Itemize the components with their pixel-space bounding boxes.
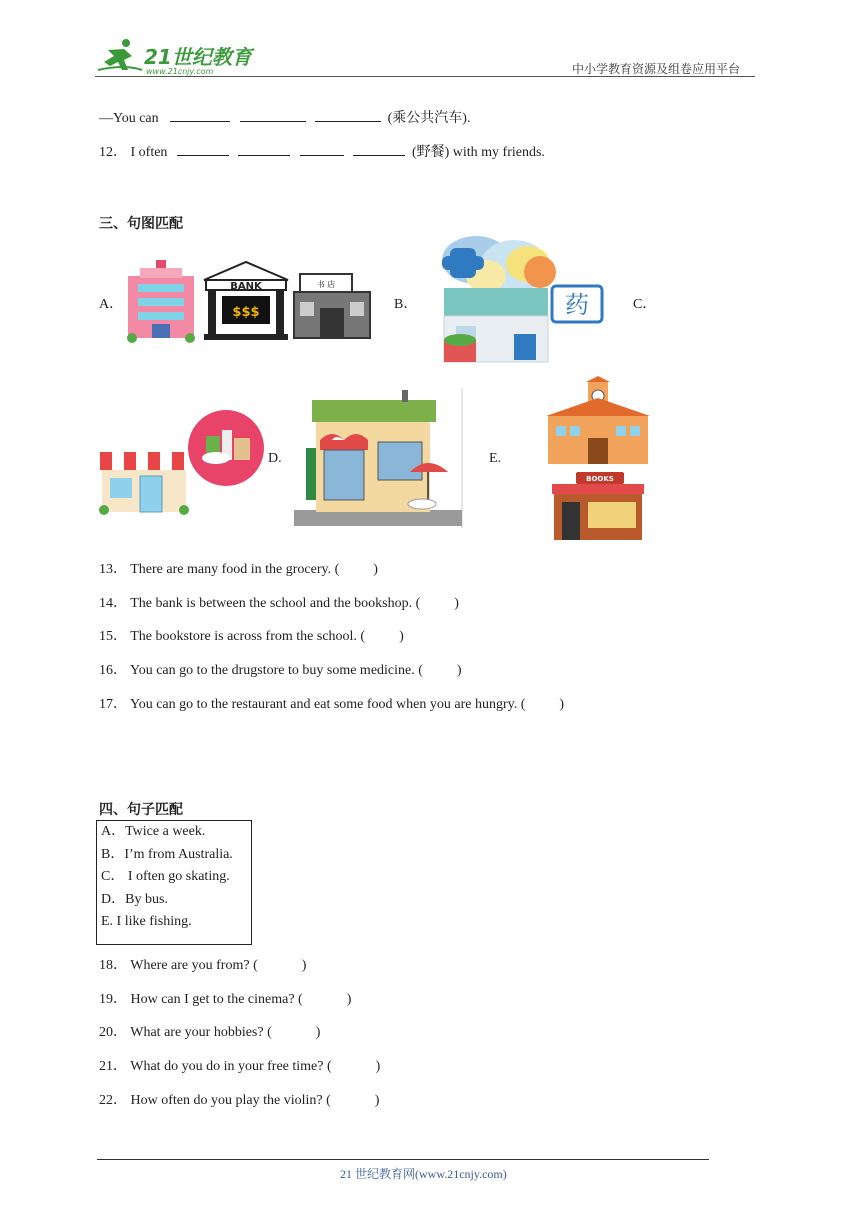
- option-item: C． I often go skating.: [101, 869, 230, 884]
- bookstore-sign-text: 书 店: [316, 280, 336, 289]
- question-17: [99, 693, 564, 713]
- section-4-title: 四、句子匹配: [99, 802, 183, 818]
- picture-d-restaurant: [292, 388, 464, 528]
- close-paren: ): [346, 992, 352, 1007]
- drugstore-sign-text: 药: [565, 291, 589, 319]
- question-15: [99, 625, 404, 645]
- close-paren: ): [375, 1059, 381, 1074]
- runner-logo-icon: [94, 36, 264, 80]
- close-paren: ): [559, 697, 565, 712]
- question-number: 18．: [99, 958, 127, 973]
- question-text: You can go to the drugstore to buy some medicine. (: [129, 663, 423, 678]
- close-paren: ): [399, 629, 404, 644]
- close-paren: ): [454, 596, 459, 611]
- question-number: 20．: [99, 1025, 127, 1040]
- picture-c-grocery: [98, 408, 268, 516]
- question-text: What are your hobbies? (: [130, 1025, 272, 1040]
- question-number: 19．: [99, 992, 127, 1007]
- q12-hint: (野餐) with my friends.: [411, 145, 545, 160]
- footer-text[interactable]: 21 世纪教育网(www.21cnjy.com): [340, 1167, 507, 1181]
- option-item: E. I like fishing.: [101, 914, 192, 929]
- picture-a-buildings: [124, 258, 374, 344]
- close-paren: ): [374, 1093, 380, 1108]
- question-13: [99, 558, 378, 578]
- answer-blank[interactable]: [177, 143, 229, 156]
- pink-building-icon: [127, 260, 195, 343]
- question-text: The bank is between the school and the bookshop. (: [130, 596, 421, 611]
- option-item: A．Twice a week.: [101, 824, 206, 839]
- question-number: 16．: [99, 663, 127, 678]
- close-paren: ): [373, 562, 378, 577]
- bookshop-building-icon: [552, 472, 644, 540]
- question-22: [99, 1089, 379, 1109]
- header-divider: [95, 76, 755, 77]
- question-12: [99, 141, 545, 161]
- question-text: What do you do in your free time? (: [130, 1059, 332, 1074]
- question-number: 14．: [99, 596, 127, 611]
- question-19: [99, 988, 351, 1008]
- answer-blank[interactable]: [300, 143, 344, 156]
- close-paren: ): [301, 958, 307, 973]
- picture-b-drugstore: [436, 236, 606, 366]
- logo-text: 21世纪教育: [144, 45, 252, 69]
- question-text: You can go to the restaurant and eat some food when you are hungry. (: [129, 697, 526, 712]
- question-number: 17．: [99, 697, 127, 712]
- q11-hint: (乘公共汽车).: [387, 111, 471, 126]
- picture-label-a: A．: [99, 297, 124, 312]
- question-text: The bookstore is across from the school. (: [130, 629, 366, 644]
- q12-prefix: I often: [130, 145, 168, 160]
- question-14: [99, 592, 459, 612]
- header-platform-text: 中小学教育资源及组卷应用平台: [572, 62, 741, 76]
- answer-blank[interactable]: [353, 143, 405, 156]
- question-text: Where are you from? (: [130, 958, 258, 973]
- picture-e-school-bookshop: [544, 376, 652, 544]
- logo-sub: www.21cnjy.com: [146, 67, 214, 76]
- question-text: There are many food in the grocery. (: [130, 562, 340, 577]
- option-item: B．I’m from Australia.: [101, 846, 233, 862]
- options-box: [96, 820, 252, 945]
- bank-building-icon: [204, 262, 288, 340]
- question-number: 13．: [99, 562, 127, 577]
- bookstore-building-icon: [294, 274, 370, 338]
- books-sign-text: BOOKS: [586, 475, 614, 483]
- footer-divider: [97, 1159, 709, 1160]
- answer-blank[interactable]: [238, 143, 290, 156]
- bank-sign-text: BANK: [230, 281, 262, 292]
- question-number: 21．: [99, 1059, 127, 1074]
- section-3-title: 三、句图匹配: [99, 216, 183, 232]
- school-building-icon: [546, 376, 650, 464]
- question-18: [99, 954, 306, 974]
- picture-label-e: E.: [489, 451, 502, 466]
- question-16: [99, 659, 462, 679]
- site-logo: [94, 36, 264, 80]
- answer-blank[interactable]: [170, 109, 230, 122]
- close-paren: ): [456, 663, 462, 678]
- picture-label-c: C．: [633, 297, 657, 312]
- question-number: 15．: [99, 629, 127, 644]
- picture-label-b: B．: [394, 297, 418, 312]
- bank-money-text: $$$: [232, 305, 260, 320]
- question-number: 22．: [99, 1093, 127, 1108]
- answer-blank[interactable]: [240, 109, 306, 122]
- option-item: D．By bus.: [101, 891, 168, 907]
- question-21: [99, 1055, 380, 1075]
- q11-prefix: —You can: [99, 111, 159, 126]
- question-text: How can I get to the cinema? (: [130, 992, 303, 1007]
- close-paren: ): [315, 1025, 321, 1040]
- answer-blank[interactable]: [315, 109, 381, 122]
- question-20: [99, 1021, 320, 1041]
- question-number: 12．: [99, 145, 127, 160]
- question-text: How often do you play the violin? (: [130, 1093, 331, 1108]
- q11-line: [99, 107, 470, 127]
- picture-label-d: D.: [268, 451, 282, 466]
